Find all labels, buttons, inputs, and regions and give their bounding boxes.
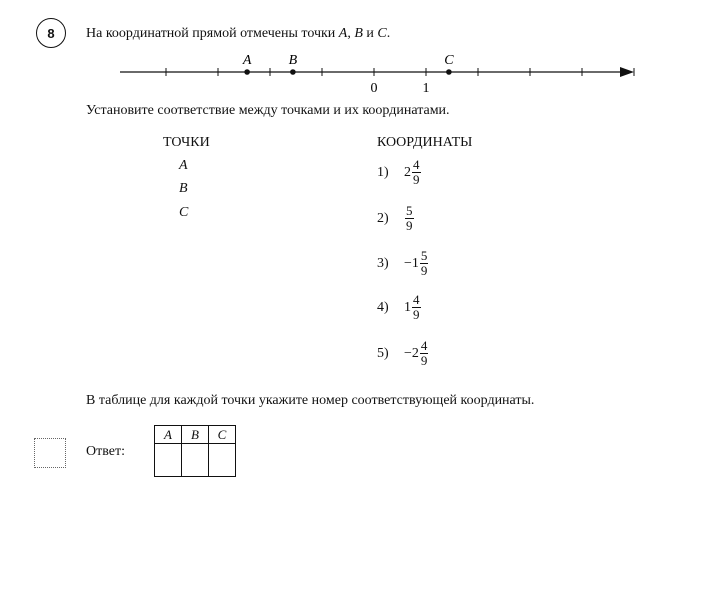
intro-point-b: B: [354, 26, 363, 41]
option-whole: 1: [404, 299, 411, 315]
answer-label: Ответ:: [86, 444, 125, 459]
point-label-a: A: [242, 53, 252, 68]
tick-label: 0: [370, 81, 378, 96]
answer-table: [154, 425, 236, 477]
intro-sep2: и: [362, 26, 378, 41]
number-line-arrow: [620, 67, 634, 77]
fraction-denominator: 9: [413, 172, 420, 187]
option-fraction: [420, 339, 429, 368]
coord-option-5: [377, 339, 428, 368]
fraction-numerator: 5: [420, 248, 428, 263]
points-header: ТОЧКИ: [163, 135, 210, 150]
answer-header-a: A: [155, 426, 182, 444]
fraction-numerator: 4: [420, 338, 428, 353]
answer-cell-b[interactable]: [182, 444, 209, 477]
fraction-denominator: 9: [420, 263, 428, 278]
intro-sep1: ,: [347, 26, 355, 41]
number-line: [0, 0, 720, 110]
question-number: 8: [36, 18, 66, 48]
fraction-numerator: 5: [406, 203, 413, 218]
tick-label: 1: [422, 81, 430, 96]
coord-option-2: [377, 204, 414, 233]
option-number: 4): [377, 299, 389, 315]
answer-cell-a[interactable]: [155, 444, 182, 477]
option-number: 1): [377, 164, 389, 180]
option-number: 3): [377, 255, 389, 271]
table-instruction: В таблице для каждой точки укажите номер соответствующей координаты.: [86, 393, 535, 408]
intro-point-c: C: [377, 26, 387, 41]
coords-header: КООРДИНАТЫ: [377, 135, 473, 150]
coord-option-1: [377, 158, 421, 187]
point-dot-b: [290, 69, 296, 75]
option-whole: −1: [404, 255, 419, 271]
option-whole: −2: [404, 345, 419, 361]
coord-option-4: [377, 293, 421, 322]
intro-suffix: .: [386, 26, 391, 41]
option-fraction: [412, 293, 421, 322]
point-item-a: A: [179, 158, 188, 173]
option-number: 2): [377, 210, 389, 226]
answer-header-c: C: [209, 426, 236, 444]
option-number: 5): [377, 345, 389, 361]
point-item-b: B: [179, 181, 188, 196]
coord-option-3: [377, 249, 428, 278]
instruction: Установите соответствие между точками и их координатами.: [86, 103, 450, 118]
answer-table-header-row: [155, 426, 236, 444]
fraction-denominator: 9: [420, 353, 428, 368]
answer-header-b: B: [182, 426, 209, 444]
point-item-c: C: [179, 205, 189, 220]
option-whole: 2: [404, 164, 411, 180]
answer-check-box: [34, 438, 66, 468]
option-fraction: [412, 158, 421, 187]
intro-point-a: A: [338, 26, 348, 41]
point-dot-a: [244, 69, 250, 75]
intro-prefix: На координатной прямой отмечены точки: [86, 26, 339, 41]
point-label-c: C: [444, 53, 454, 68]
option-fraction: [405, 204, 414, 233]
fraction-numerator: 4: [413, 157, 420, 172]
fraction-denominator: 9: [406, 218, 413, 233]
option-fraction: [420, 249, 429, 278]
fraction-numerator: 4: [413, 292, 420, 307]
fraction-denominator: 9: [413, 307, 420, 322]
point-label-b: B: [288, 53, 298, 68]
answer-cell-c[interactable]: [209, 444, 236, 477]
answer-table-input-row: [155, 444, 236, 477]
point-dot-c: [446, 69, 452, 75]
